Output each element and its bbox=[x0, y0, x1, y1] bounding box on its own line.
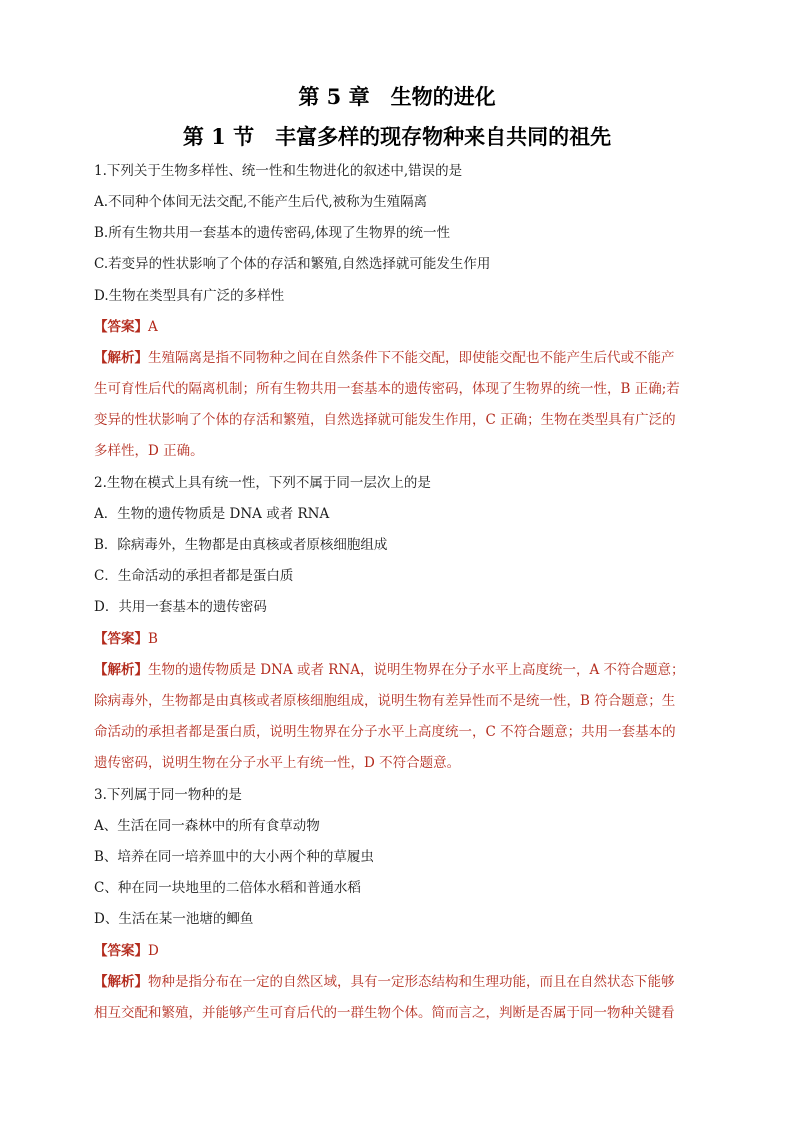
question-1-option-b: B.所有生物共用一套基本的遗传密码,体现了生物界的统一性 bbox=[94, 225, 451, 241]
question-3-stem: 3.下列属于同一物种的是 bbox=[94, 787, 242, 803]
answer-value: B bbox=[148, 631, 158, 647]
analysis-tag: 【解析】 bbox=[94, 974, 148, 990]
question-3-option-d: D、生活在某一池塘的鲫鱼 bbox=[94, 911, 254, 927]
answer-value: D bbox=[148, 943, 159, 959]
question-2-analysis-line: 命活动的承担者都是蛋白质，说明生物界在分子水平上高度统一，C 不符合题意；共用一套基本的 bbox=[94, 724, 676, 740]
analysis-text: 生殖隔离是指不同物种之间在自然条件下不能交配，即使能交配也不能产生后代或不能产 bbox=[148, 350, 675, 366]
analysis-tag: 【解析】 bbox=[94, 350, 148, 366]
answer-tag: 【答案】 bbox=[94, 943, 148, 959]
answer-tag: 【答案】 bbox=[94, 319, 148, 335]
question-2-analysis-line: 除病毒外，生物都是由真核或者原核细胞组成，说明生物有差异性而不是统一性，B 符合题意；生 bbox=[94, 693, 676, 709]
answer-value: A bbox=[148, 319, 158, 335]
question-1-option-c: C.若变异的性状影响了个体的存活和繁殖,自然选择就可能发生作用 bbox=[94, 256, 491, 272]
analysis-tag: 【解析】 bbox=[94, 662, 148, 678]
question-1-analysis-line bbox=[94, 348, 700, 368]
chapter-title: 第 5 章 生物的进化 bbox=[298, 84, 496, 109]
question-2-option-d: D．共用一套基本的遗传密码 bbox=[94, 599, 267, 615]
question-1-option-a: A.不同种个体间无法交配,不能产生后代,被称为生殖隔离 bbox=[94, 194, 428, 210]
question-1-analysis-line: 变异的性状影响了个体的存活和繁殖，自然选择就可能发生作用，C 正确；生物在类型具有广泛的 bbox=[94, 412, 676, 428]
question-3-option-a: A、生活在同一森林中的所有食草动物 bbox=[94, 818, 320, 834]
answer-tag: 【答案】 bbox=[94, 631, 148, 647]
question-3-option-b: B、培养在同一培养皿中的大小两个种的草履虫 bbox=[94, 849, 374, 865]
question-3-analysis-line: 相互交配和繁殖，并能够产生可育后代的一群生物个体。简而言之，判断是否属于同一物种关键看 bbox=[94, 1005, 675, 1021]
question-2-analysis-line: 遗传密码，说明生物在分子水平上有统一性，D 不符合题意。 bbox=[94, 755, 461, 771]
question-1-option-d: D.生物在类型具有广泛的多样性 bbox=[94, 288, 285, 304]
analysis-text: 生物的遗传物质是 DNA 或者 RNA，说明生物界在分子水平上高度统一，A 不符合题意； bbox=[148, 662, 685, 678]
question-1-analysis-line: 多样性，D 正确。 bbox=[94, 443, 204, 459]
analysis-text: 物种是指分布在一定的自然区域，具有一定形态结构和生理功能，而且在自然状态下能够 bbox=[148, 974, 675, 990]
question-3-option-c: C、种在同一块地里的二倍体水稻和普通水稻 bbox=[94, 880, 361, 896]
question-2-option-c: C．生命活动的承担者都是蛋白质 bbox=[94, 568, 294, 584]
question-1-analysis-line: 生可育性后代的隔离机制；所有生物共用一套基本的遗传密码，体现了生物界的统一性，B 正确;若 bbox=[94, 381, 680, 397]
question-2-answer bbox=[94, 629, 700, 649]
question-2-option-a: A．生物的遗传物质是 DNA 或者 RNA bbox=[94, 506, 330, 522]
question-3-answer bbox=[94, 941, 700, 961]
section-title: 第 1 节 丰富多样的现存物种来自共同的祖先 bbox=[182, 124, 612, 149]
question-1-answer bbox=[94, 317, 700, 337]
question-2-stem: 2.生物在模式上具有统一性，下列不属于同一层次上的是 bbox=[94, 475, 431, 491]
question-2-option-b: B．除病毒外，生物都是由真核或者原核细胞组成 bbox=[94, 537, 388, 553]
question-1-stem: 1.下列关于生物多样性、统一性和生物进化的叙述中,错误的是 bbox=[94, 163, 463, 179]
question-2-analysis-line bbox=[94, 660, 700, 680]
question-3-analysis-line bbox=[94, 972, 700, 992]
